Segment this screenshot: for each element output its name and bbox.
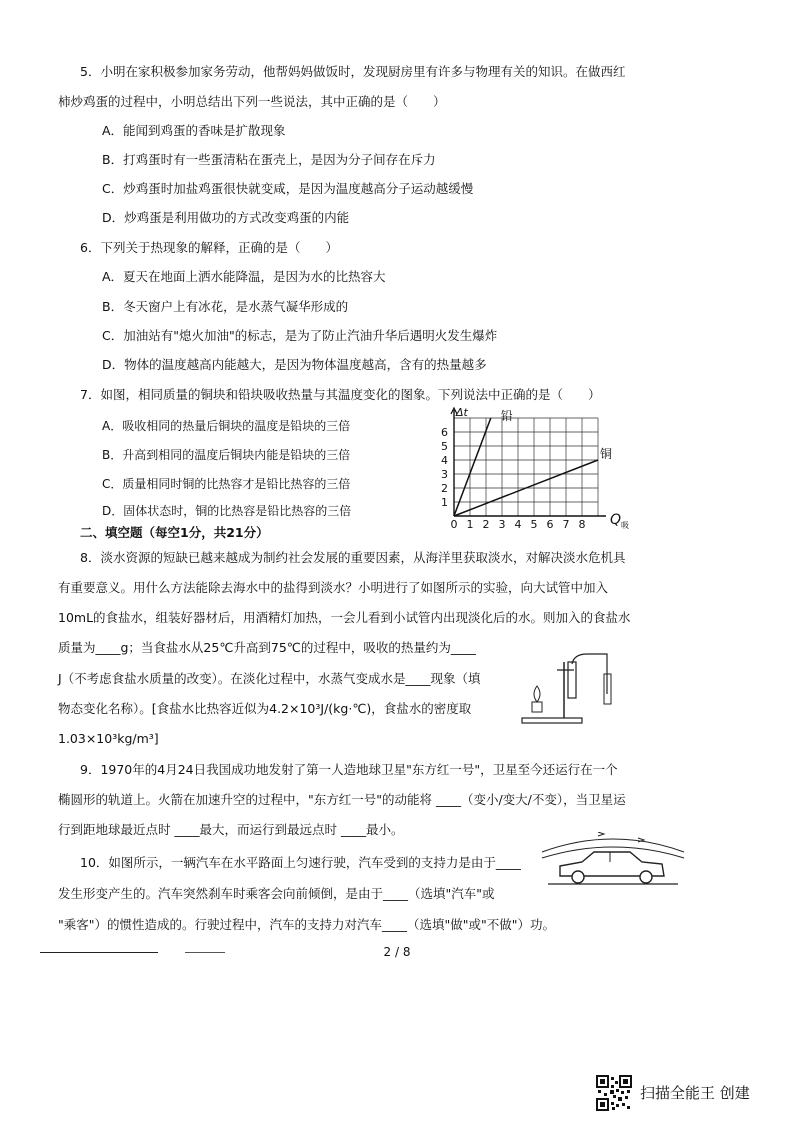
- series-line-0: [454, 418, 491, 516]
- q5-option-a: A．能闻到鸡蛋的香味是扩散现象: [102, 123, 286, 138]
- car-figure: [538, 832, 688, 888]
- q7-option-a: A．吸收相同的热量后铜块的温度是铅块的三倍: [102, 419, 351, 433]
- series-label-0: 铅: [500, 409, 513, 423]
- q10-line3: "乘客"）的惯性造成的。行驶过程中，汽车的支持力对汽车____（选填"做"或"不做"）功。: [58, 917, 555, 932]
- x-tick-label: 3: [498, 518, 506, 531]
- q9-line1: 9．1970年的4月24日我国成功地发射了第一人造地球卫星"东方红一号"，卫星至今还运行在一个: [80, 762, 618, 777]
- q6-option-a: A．夏天在地面上洒水能降温，是因为水的比热容大: [102, 269, 386, 284]
- q8-line2: 有重要意义。用什么方法能除去海水中的盐得到淡水？小明进行了如图所示的实验，向大试管中加入: [58, 580, 609, 595]
- q7-option-d: D．固体状态时，铜的比热容是铅比热容的三倍: [102, 504, 352, 518]
- x-axis-label-subscript: 吸: [621, 521, 629, 530]
- x-tick-label: 2: [482, 518, 490, 531]
- q8-line5: J（不考虑食盐水质量的改变）。在淡化过程中，水蒸气变成水是____现象（填: [58, 671, 481, 686]
- q5-option-c: C．炒鸡蛋时加盐鸡蛋很快就变咸，是因为温度越高分子运动越缓慢: [102, 181, 474, 196]
- q9-line3: 行到距地球最近点时 ____最大，而运行到最远点时 ____最小。: [58, 822, 404, 837]
- y-tick-label: 5: [441, 440, 448, 453]
- series-label-1: 铜: [600, 447, 613, 461]
- x-tick-label: 1: [466, 518, 474, 531]
- x-tick-label: 6: [546, 518, 554, 531]
- q6-option-c: C．加油站有"熄火加油"的标志，是为了防止汽油升华后遇明火发生爆炸: [102, 328, 498, 343]
- q6-option-b: B．冬天窗户上有冰花，是水蒸气凝华形成的: [102, 299, 349, 314]
- scanner-watermark: 扫描全能王 创建: [640, 1084, 750, 1102]
- y-tick-label: 3: [441, 468, 448, 481]
- q10-line1: 10．如图所示，一辆汽车在水平路面上匀速行驶，汽车受到的支持力是由于____: [80, 855, 521, 870]
- q6-stem: 6．下列关于热现象的解释，正确的是（ ）: [80, 240, 338, 255]
- q7-graph: [430, 398, 630, 538]
- q8-line6: 物态变化名称）。[食盐水比热容近似为4.2×10³J/(kg·℃)，食盐水的密度取: [58, 701, 472, 716]
- y-tick-label: 6: [441, 426, 448, 439]
- x-axis-label: Q: [610, 512, 622, 528]
- q5-option-d: D．炒鸡蛋是利用做功的方式改变鸡蛋的内能: [102, 210, 350, 225]
- qr-code-icon: [596, 1075, 632, 1111]
- q6-option-d: D．物体的温度越高内能越大，是因为物体温度越高，含有的热量越多: [102, 357, 487, 372]
- q8-line7: 1.03×10³kg/m³]: [58, 731, 159, 746]
- y-tick-label: 4: [441, 454, 448, 467]
- section-title-fill-in: 二、填空题（每空1分，共21分）: [80, 525, 269, 540]
- y-axis-label: Δt: [456, 406, 468, 419]
- page-number: 2 / 8: [383, 945, 411, 959]
- q8-line1: 8．淡水资源的短缺已越来越成为制约社会发展的重要因素，从海洋里获取淡水，对解决淡水危机具: [80, 550, 626, 565]
- q5-option-b: B．打鸡蛋时有一些蛋清粘在蛋壳上，是因为分子间存在斥力: [102, 152, 436, 167]
- x-tick-label: 5: [530, 518, 538, 531]
- q7-option-b: B．升高到相同的温度后铜块内能是铅块的三倍: [102, 448, 351, 462]
- q5-stem-line2: 柿炒鸡蛋的过程中，小明总结出下列一些说法，其中正确的是（ ）: [58, 94, 446, 109]
- y-tick-label: 2: [441, 482, 448, 495]
- q9-line2: 椭圆形的轨道上。火箭在加速升空的过程中，"东方红一号"的动能将 ____（变小/变大/不变），当卫星运: [58, 792, 626, 807]
- x-tick-label: 4: [514, 518, 522, 531]
- q5-stem-line1: 5．小明在家积极参加家务劳动，他帮妈妈做饭时，发现厨房里有许多与物理有关的知识。在做西红: [80, 64, 626, 79]
- x-tick-label: 8: [578, 518, 586, 531]
- q8-line3: 10mL的食盐水，组装好器材后，用酒精灯加热，一会儿看到小试管内出现淡化后的水。则加入的食盐水: [58, 610, 631, 625]
- q10-line2: 发生形变产生的。汽车突然刹车时乘客会向前倾倒，是由于____（选填"汽车"或: [58, 886, 495, 901]
- q8-line4: 质量为____g；当食盐水从25℃升高到75℃的过程中，吸收的热量约为____: [58, 640, 476, 655]
- q7-option-c: C．质量相同时铜的比热容才是铅比热容的三倍: [102, 477, 351, 491]
- y-tick-label: 1: [441, 496, 448, 509]
- x-tick-label: 7: [562, 518, 570, 531]
- x-tick-label: 0: [450, 518, 458, 531]
- q7-stem: 7．如图，相同质量的铜块和铅块吸收热量与其温度变化的图象。下列说法中正确的是（ ）: [80, 387, 601, 402]
- distillation-apparatus-figure: [512, 650, 622, 730]
